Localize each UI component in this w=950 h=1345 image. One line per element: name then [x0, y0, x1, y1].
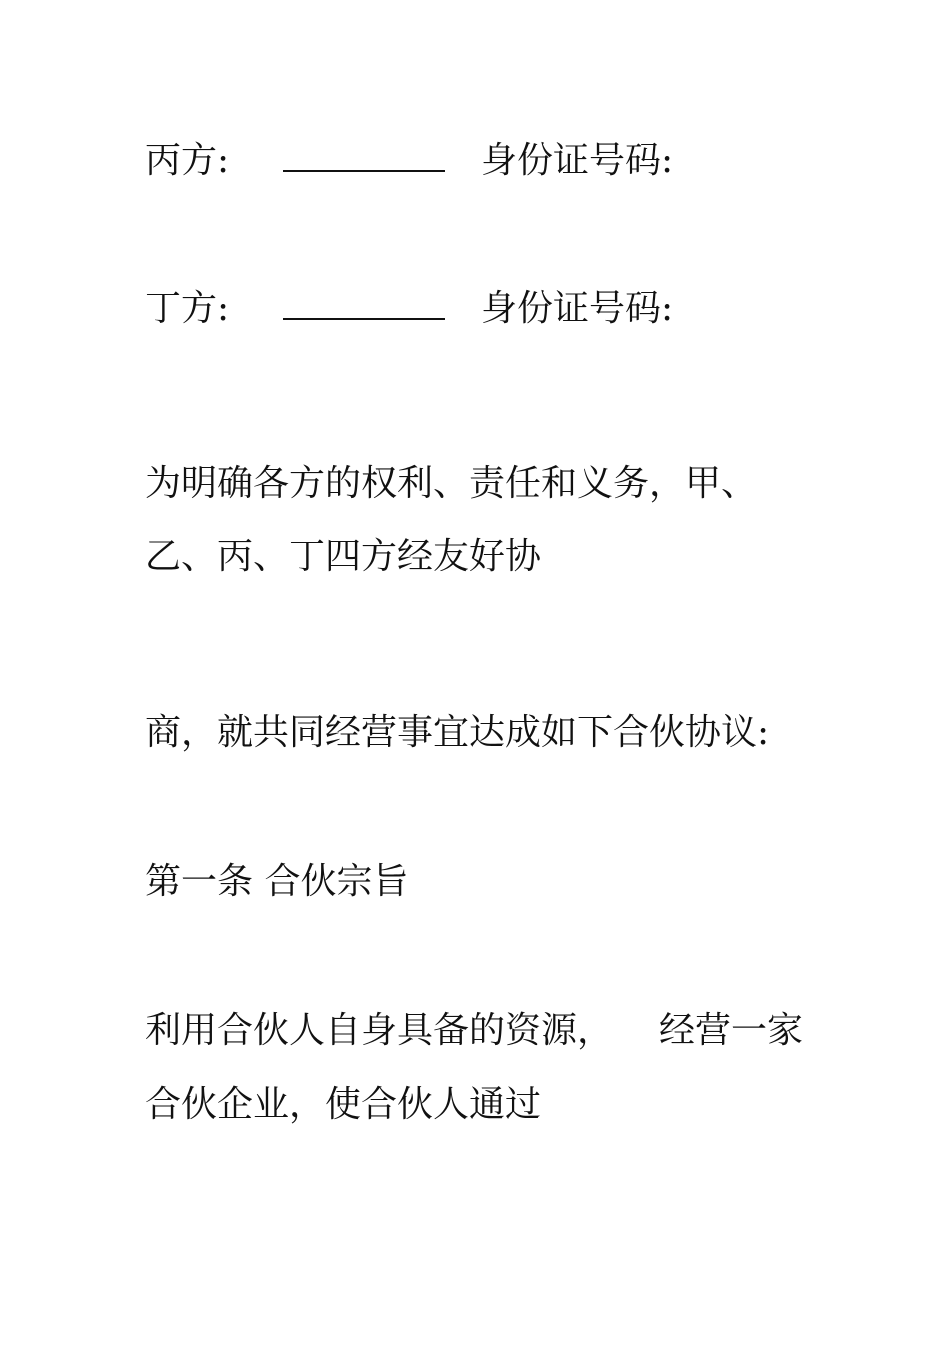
article-1-text-line-2: 合伙企业，使合伙人通过 — [145, 1084, 542, 1125]
party-d-label: 丁方: — [145, 288, 230, 329]
party-d-id-label: 身份证号码: — [481, 288, 674, 329]
party-c-row — [145, 140, 673, 181]
party-c-id-label: 身份证号码: — [481, 140, 674, 181]
preamble-line-1: 为明确各方的权利、责任和义务，甲、 — [145, 463, 758, 504]
article-1-text-line-1 — [145, 1011, 803, 1051]
article-1-text-part-2: 经营一家 — [659, 1010, 804, 1051]
party-d-row — [145, 288, 673, 329]
party-c-name-blank — [283, 140, 445, 172]
preamble-line-2: 乙、丙、丁四方经友好协 — [145, 536, 542, 577]
preamble-line-3: 商，就共同经营事宜达成如下合伙协议: — [145, 712, 770, 753]
party-c-label: 丙方: — [145, 140, 230, 181]
article-1-heading: 第一条 合伙宗旨 — [145, 861, 409, 902]
article-1-text-part-1: 利用合伙人自身具备的资源， — [145, 1010, 614, 1051]
party-d-name-blank — [283, 288, 445, 320]
